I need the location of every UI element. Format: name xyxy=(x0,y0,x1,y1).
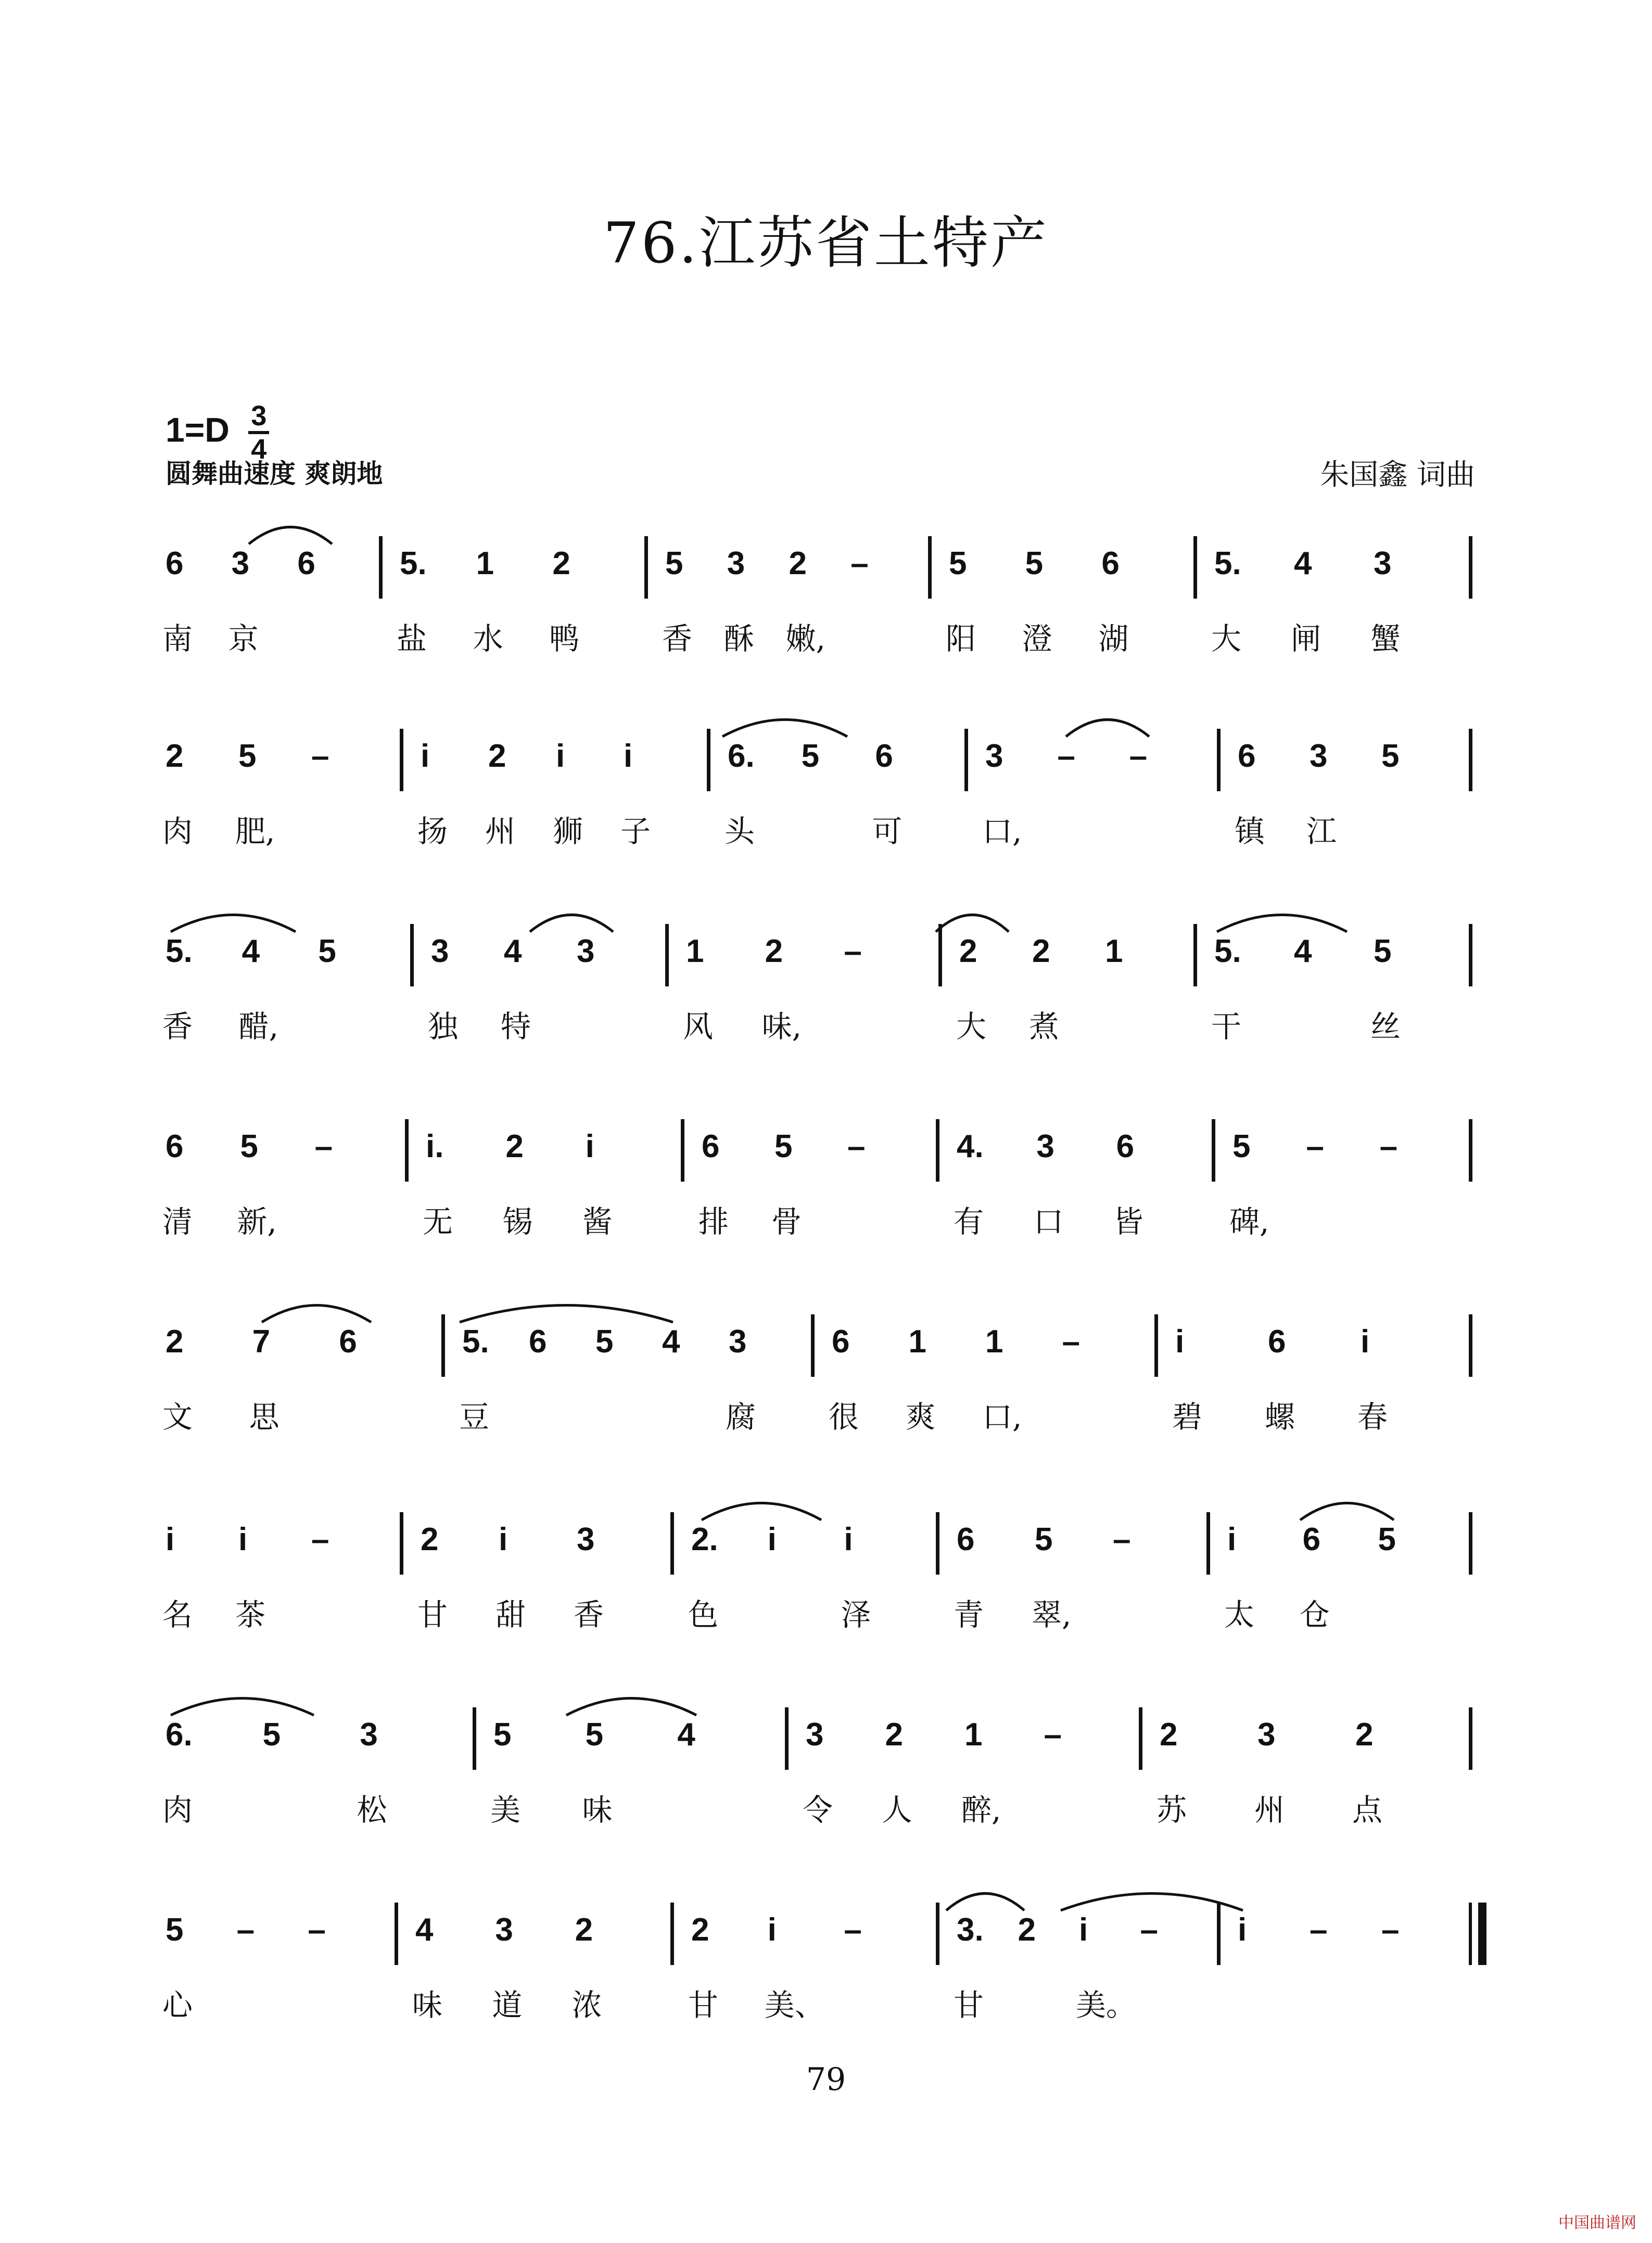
lyric-syllable: 很 xyxy=(829,1399,859,1435)
note: 6 xyxy=(875,738,893,774)
note: 4 xyxy=(1294,546,1312,581)
lyric-syllable: 色 xyxy=(688,1597,719,1632)
lyric-syllable: 甘 xyxy=(417,1597,448,1632)
lyric-syllable: 大 xyxy=(1211,621,1242,656)
note: 3 xyxy=(1310,738,1328,774)
note: 2 xyxy=(1032,933,1050,969)
note: i xyxy=(499,1522,508,1557)
note: 3 xyxy=(1374,546,1392,581)
note: 6 xyxy=(957,1522,975,1557)
lyric-syllable: 碧 xyxy=(1172,1399,1203,1435)
lyric-syllable: 醉, xyxy=(961,1792,1001,1828)
note: 1 xyxy=(686,933,704,969)
note: 5 xyxy=(1025,546,1044,581)
lyric-syllable: 道 xyxy=(492,1987,523,2023)
lyric-syllable: 新, xyxy=(237,1204,277,1239)
note: 5 xyxy=(318,933,336,969)
note: 5 xyxy=(1035,1522,1053,1557)
tempo-marking: 圆舞曲速度 爽朗地 xyxy=(166,459,383,489)
lyric-syllable: 香 xyxy=(574,1597,604,1632)
lyric-syllable: 肉 xyxy=(162,1792,193,1828)
note: i xyxy=(585,1129,594,1164)
note: – xyxy=(311,738,329,774)
lyric-syllable: 特 xyxy=(501,1009,531,1044)
note: 5 xyxy=(1232,1129,1251,1164)
note: 3 xyxy=(985,738,1003,774)
key-label: 1=D xyxy=(166,410,230,449)
lyric-syllable: 香 xyxy=(162,1009,193,1044)
lyric-syllable: 闸 xyxy=(1291,621,1321,656)
note: 2 xyxy=(959,933,977,969)
note: i xyxy=(624,738,633,774)
lyric-syllable: 人 xyxy=(882,1792,912,1828)
lyric-syllable: 醋, xyxy=(238,1009,279,1044)
note: 2 xyxy=(421,1522,439,1557)
note: 5 xyxy=(949,546,967,581)
note: 5. xyxy=(462,1324,489,1360)
note: 3 xyxy=(360,1717,378,1753)
staff-system xyxy=(162,536,1477,671)
note: 4. xyxy=(957,1129,984,1164)
slur xyxy=(262,1306,371,1323)
slur-marks xyxy=(166,515,1477,547)
lyric-syllable: 州 xyxy=(1254,1792,1285,1828)
lyric-syllable: 味, xyxy=(761,1009,802,1044)
lyric-syllable: 狮 xyxy=(553,814,583,849)
lyric-syllable: 思 xyxy=(249,1399,279,1435)
note: 6 xyxy=(1238,738,1256,774)
lyric-syllable: 螺 xyxy=(1265,1399,1295,1435)
lyric-syllable: 煮 xyxy=(1029,1009,1060,1044)
slur xyxy=(1066,720,1149,737)
final-barline-thick xyxy=(1478,1903,1486,1965)
lyric-syllable: 甘 xyxy=(688,1987,719,2023)
lyric-syllable: 文 xyxy=(162,1399,193,1435)
note: 2 xyxy=(1160,1717,1178,1753)
slur-marks xyxy=(166,903,1477,934)
lyric-syllable: 酥 xyxy=(723,621,754,656)
note: 3 xyxy=(577,933,595,969)
note: 2 xyxy=(505,1129,524,1164)
lyric-syllable: 头 xyxy=(725,814,755,849)
note: 3 xyxy=(727,546,745,581)
slur xyxy=(171,1699,314,1716)
lyric-syllable: 州 xyxy=(485,814,516,849)
slur-marks xyxy=(166,1098,1477,1130)
note: 2 xyxy=(885,1717,903,1753)
lyric-syllable: 蟹 xyxy=(1370,621,1401,656)
lyric-syllable: 锡 xyxy=(502,1204,533,1239)
note: i xyxy=(1079,1912,1088,1948)
note: 5 xyxy=(665,546,683,581)
slur-marks xyxy=(166,1294,1477,1325)
slur-marks xyxy=(166,1687,1477,1718)
note: 4 xyxy=(415,1912,434,1948)
note: 2 xyxy=(488,738,506,774)
staff-system xyxy=(162,1314,1477,1450)
slur xyxy=(1217,915,1347,932)
slur xyxy=(530,915,613,932)
note: 3 xyxy=(431,933,449,969)
lyric-syllable: 甜 xyxy=(495,1597,526,1632)
lyric-syllable: 排 xyxy=(698,1204,729,1239)
note: – xyxy=(1379,1129,1398,1164)
note: 2 xyxy=(1355,1717,1374,1753)
note: 7 xyxy=(252,1324,271,1360)
lyric-syllable: 扬 xyxy=(417,814,448,849)
note: 5 xyxy=(1381,738,1400,774)
note: 1 xyxy=(476,546,494,581)
lyric-syllable: 镇 xyxy=(1235,814,1265,849)
note: – xyxy=(1310,1912,1328,1948)
note: i xyxy=(844,1522,853,1557)
note: 5 xyxy=(262,1717,281,1753)
note: 3 xyxy=(729,1324,747,1360)
lyric-syllable: 阳 xyxy=(946,621,976,656)
lyric-syllable: 有 xyxy=(954,1204,984,1239)
lyric-syllable: 腐 xyxy=(726,1399,756,1435)
note: – xyxy=(850,546,869,581)
note: 2 xyxy=(552,546,570,581)
staff-system xyxy=(162,1903,1477,2038)
lyric-syllable: 清 xyxy=(162,1204,193,1239)
lyric-syllable: 苏 xyxy=(1157,1792,1187,1828)
note: 5 xyxy=(801,738,820,774)
lyric-syllable: 青 xyxy=(954,1597,984,1632)
note: 4 xyxy=(1294,933,1312,969)
slur xyxy=(1061,1894,1243,1911)
note: 5 xyxy=(1374,933,1392,969)
staff-system xyxy=(162,1119,1477,1254)
note: 4 xyxy=(504,933,522,969)
lyric-syllable: 仓 xyxy=(1299,1597,1330,1632)
note: i xyxy=(767,1912,777,1948)
note: 5. xyxy=(400,546,427,581)
note: 5 xyxy=(493,1717,512,1753)
slur xyxy=(249,527,332,544)
lyric-syllable: 独 xyxy=(428,1009,459,1044)
lyric-syllable: 江 xyxy=(1306,814,1337,849)
lyric-syllable: 浓 xyxy=(571,1987,602,2023)
lyric-syllable: 香 xyxy=(662,621,693,656)
lyric-syllable: 酱 xyxy=(582,1204,613,1239)
lyric-syllable: 心 xyxy=(162,1987,193,2023)
note: 3 xyxy=(806,1717,824,1753)
time-bottom: 4 xyxy=(251,434,267,465)
note: 6 xyxy=(702,1129,720,1164)
lyric-syllable: 翠, xyxy=(1032,1597,1072,1632)
lyric-syllable: 澄 xyxy=(1022,621,1052,656)
note: 6. xyxy=(166,1717,193,1753)
note: 4 xyxy=(662,1324,680,1360)
lyric-syllable: 甘 xyxy=(954,1987,984,2023)
note: – xyxy=(1381,1912,1400,1948)
note: 6 xyxy=(1116,1129,1135,1164)
lyric-syllable: 骨 xyxy=(771,1204,802,1239)
note: 6 xyxy=(1302,1522,1321,1557)
slur xyxy=(702,1503,821,1520)
watermark-logo: 中国曲谱网 xyxy=(1558,2214,1636,2232)
note: 6 xyxy=(339,1324,357,1360)
note: 3 xyxy=(231,546,250,581)
lyric-syllable: 可 xyxy=(872,814,903,849)
note: – xyxy=(1044,1717,1062,1753)
note: 5 xyxy=(238,738,257,774)
note: – xyxy=(844,1912,862,1948)
note: 3 xyxy=(495,1912,513,1948)
note: 5 xyxy=(166,1912,184,1948)
note: – xyxy=(311,1522,329,1557)
note: 5 xyxy=(240,1129,258,1164)
note: 6 xyxy=(1268,1324,1286,1360)
note: – xyxy=(844,933,862,969)
lyric-syllable: 大 xyxy=(956,1009,987,1044)
note: i xyxy=(1227,1522,1237,1557)
slur xyxy=(171,915,296,932)
lyric-syllable: 肥, xyxy=(235,814,275,849)
note: 2 xyxy=(166,1324,184,1360)
note: 2 xyxy=(1018,1912,1036,1948)
slur xyxy=(1300,1503,1394,1520)
lyric-syllable: 湖 xyxy=(1098,621,1129,656)
note: 2 xyxy=(166,738,184,774)
note: 6. xyxy=(728,738,755,774)
lyric-syllable: 美。 xyxy=(1076,1987,1137,2023)
note: 1 xyxy=(964,1717,983,1753)
lyric-syllable: 松 xyxy=(357,1792,387,1828)
song-title: 76.江苏省土特产 xyxy=(603,211,1049,276)
note: i xyxy=(767,1522,777,1557)
lyric-syllable: 盐 xyxy=(397,621,427,656)
lyric-syllable: 泽 xyxy=(841,1597,871,1632)
note: 5. xyxy=(1214,546,1241,581)
note: 5 xyxy=(595,1324,614,1360)
note: i xyxy=(166,1522,175,1557)
lyric-syllable: 丝 xyxy=(1370,1009,1401,1044)
note: 2 xyxy=(575,1912,593,1948)
note: 6 xyxy=(166,546,184,581)
note: 2 xyxy=(765,933,783,969)
slur-marks xyxy=(166,708,1477,739)
slur xyxy=(722,720,847,737)
note: 6 xyxy=(166,1129,184,1164)
note: 6 xyxy=(832,1324,850,1360)
note: 6 xyxy=(529,1324,547,1360)
lyric-syllable: 无 xyxy=(423,1204,453,1239)
note: – xyxy=(1129,738,1148,774)
note: i. xyxy=(426,1129,444,1164)
lyric-syllable: 京 xyxy=(228,621,259,656)
slur-marks xyxy=(166,1491,1477,1523)
lyric-syllable: 肉 xyxy=(162,814,193,849)
note: 1 xyxy=(908,1324,926,1360)
note: – xyxy=(236,1912,255,1948)
note: – xyxy=(1306,1129,1324,1164)
note: i xyxy=(238,1522,248,1557)
note: i xyxy=(421,738,430,774)
lyric-syllable: 水 xyxy=(473,621,503,656)
lyric-syllable: 味 xyxy=(412,1987,443,2023)
lyric-syllable: 豆 xyxy=(459,1399,490,1435)
note: i xyxy=(1238,1912,1247,1948)
note: 5. xyxy=(166,933,193,969)
note: 5. xyxy=(1214,933,1241,969)
slur xyxy=(936,915,1009,932)
lyric-syllable: 名 xyxy=(162,1597,193,1632)
lyric-syllable: 爽 xyxy=(905,1399,936,1435)
lyric-syllable: 嫩, xyxy=(785,621,825,656)
note: 5 xyxy=(585,1717,604,1753)
note: 5 xyxy=(1378,1522,1396,1557)
note: – xyxy=(308,1912,326,1948)
lyric-syllable: 美、 xyxy=(764,1987,825,2023)
lyric-syllable: 点 xyxy=(1352,1792,1383,1828)
lyric-syllable: 太 xyxy=(1224,1597,1255,1632)
note: – xyxy=(314,1129,333,1164)
staff-system xyxy=(162,729,1477,864)
lyric-syllable: 鸭 xyxy=(549,621,580,656)
lyric-syllable: 春 xyxy=(1357,1399,1388,1435)
note: 4 xyxy=(677,1717,695,1753)
slur-marks xyxy=(166,1882,1477,1913)
lyric-syllable: 风 xyxy=(683,1009,714,1044)
note: i xyxy=(1361,1324,1370,1360)
note: – xyxy=(1140,1912,1158,1948)
lyric-syllable: 茶 xyxy=(235,1597,266,1632)
note: 3 xyxy=(1036,1129,1054,1164)
note: – xyxy=(847,1129,866,1164)
lyric-syllable: 令 xyxy=(803,1792,833,1828)
note: 5 xyxy=(774,1129,793,1164)
note: 4 xyxy=(242,933,260,969)
time-top: 3 xyxy=(251,400,267,432)
lyric-syllable: 口, xyxy=(982,814,1022,849)
lyric-syllable: 皆 xyxy=(1113,1204,1143,1239)
note: 2 xyxy=(789,546,807,581)
staff-system xyxy=(162,924,1477,1059)
note: i xyxy=(556,738,565,774)
lyric-syllable: 味 xyxy=(582,1792,613,1828)
note: 2. xyxy=(691,1522,718,1557)
lyric-syllable: 美 xyxy=(490,1792,521,1828)
note: i xyxy=(1175,1324,1185,1360)
page-number: 79 xyxy=(806,2061,846,2098)
lyric-syllable: 碑, xyxy=(1229,1204,1269,1239)
note: 3 xyxy=(1257,1717,1276,1753)
note: 3. xyxy=(957,1912,984,1948)
slur xyxy=(460,1306,673,1323)
lyric-syllable: 子 xyxy=(620,814,651,849)
author-credit: 朱国鑫 词曲 xyxy=(1320,458,1475,492)
note: – xyxy=(1113,1522,1131,1557)
note: 3 xyxy=(577,1522,595,1557)
staff-system xyxy=(162,1707,1477,1843)
note: 6 xyxy=(1101,546,1120,581)
lyric-syllable: 南 xyxy=(162,621,193,656)
note: 1 xyxy=(985,1324,1003,1360)
slur xyxy=(566,1699,696,1716)
staff-system xyxy=(162,1512,1477,1648)
slur xyxy=(946,1894,1024,1911)
note: – xyxy=(1057,738,1075,774)
lyric-syllable: 干 xyxy=(1211,1009,1242,1044)
note: 2 xyxy=(691,1912,709,1948)
note: 1 xyxy=(1105,933,1123,969)
lyric-syllable: 口, xyxy=(982,1399,1022,1435)
lyric-syllable: 口 xyxy=(1033,1204,1064,1239)
note: – xyxy=(1062,1324,1080,1360)
note: 6 xyxy=(297,546,315,581)
